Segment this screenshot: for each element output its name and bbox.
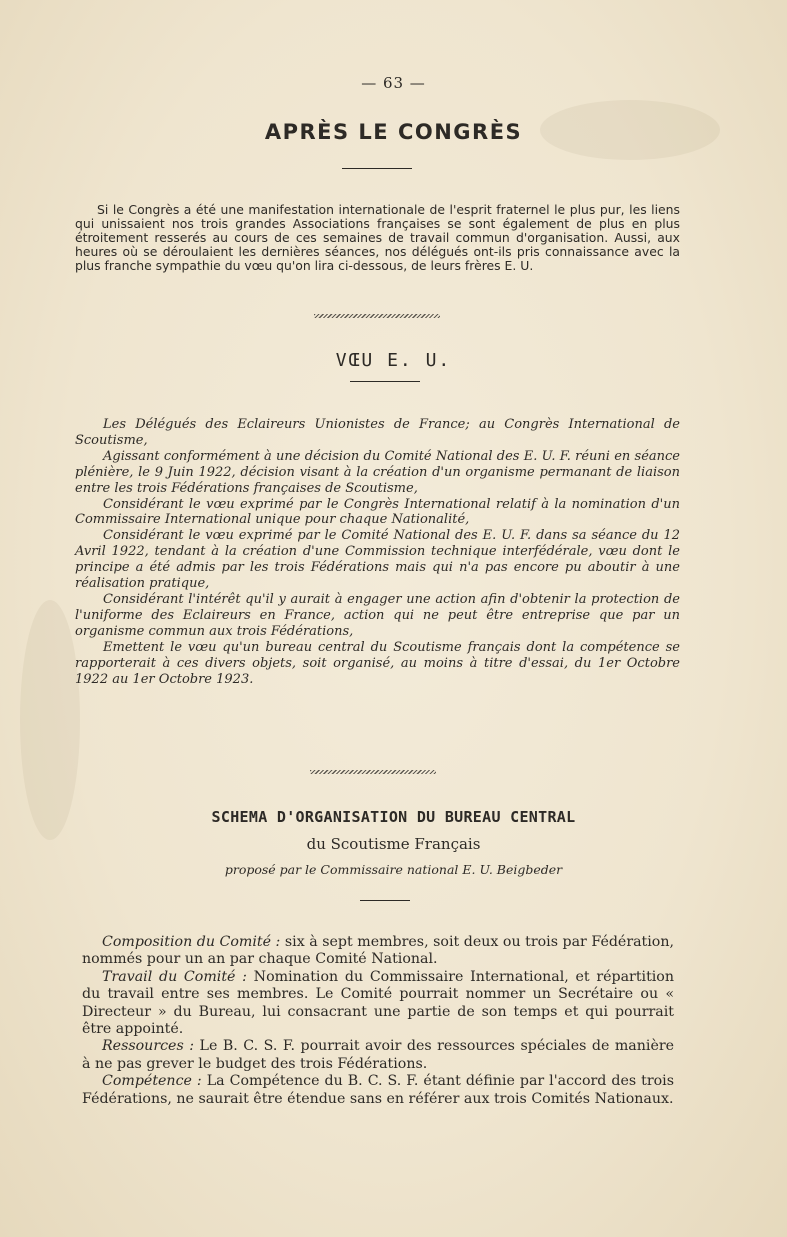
page-number: — 63 — [361, 74, 426, 92]
voeu-paragraph: Les Délégués des Eclaireurs Unionistes de France; au Congrès International de Scoutisme, [75, 417, 680, 448]
org-item-label: Compétence : [102, 1073, 202, 1090]
wavy-divider [314, 314, 440, 318]
organisation-list [82, 934, 674, 1108]
schema-underline [360, 900, 410, 901]
org-item-text: six à sept membres, soit deux ou trois par Fédération, nommés pour un an par chaque Comité National. [82, 934, 674, 968]
org-item-text: La Compétence du B. C. S. F. étant définie par l'accord des trois Fédérations, ne saurait être étendue sans en référer aux trois Comités Nationaux. [82, 1073, 674, 1107]
org-item-label: Ressources : [102, 1038, 195, 1055]
org-item-label: Travail du Comité : [102, 968, 247, 985]
org-item-label: Composition du Comité : [102, 934, 281, 950]
org-item-ressources [82, 1038, 674, 1073]
org-item-text: Nomination du Commissaire International, et répartition du travail entre ses membres. Le Comité pourrait nommer un Secrétaire ou « Directeur » du Bureau, lui consacrant une partie de son temps et qui pourrait être appointé. [82, 968, 674, 1038]
schema-subtitle: du Scoutisme Français [306, 835, 481, 853]
org-item-text: Le B. C. S. F. pourrait avoir des ressources spéciales de manière à ne pas grever le budget des trois Fédérations. [82, 1038, 675, 1072]
voeu-paragraph: Considérant le vœu exprimé par le Congrès International relatif à la nomination d'un Commissaire International unique pour chaque Nationalité, [75, 496, 680, 528]
section-title-voeu: VŒU E. U. [335, 350, 452, 371]
wavy-divider [310, 770, 436, 774]
voeu-paragraph: Emettent le vœu qu'un bureau central du Scoutisme français dont la compétence se rapporterait à ces divers objets, soit organisé, au moins à titre d'essai, du 1er Octobre 1922 au 1er Octobre 1923. [75, 639, 680, 687]
title-underline [342, 168, 412, 169]
voeu-underline [350, 381, 420, 382]
voeu-text [75, 417, 680, 687]
voeu-paragraph: Considérant le vœu exprimé par le Comité National des E. U. F. dans sa séance du 12 Avril 1922, tendant à la création d'une Commission technique interfédérale, vœu dont le principe a été admis par les trois Fédérations mais qui n'a pas encore pu aboutir à une réalisation pratique, [75, 528, 680, 592]
voeu-paragraph: Agissant conformément à une décision du Comité National des E. U. F. réuni en séance plénière, le 9 Juin 1922, décision visant à la création d'un organisme permanant de liaison entre les trois Fédérations françaises de Scoutisme, [75, 448, 680, 496]
voeu-paragraph: Considérant l'intérêt qu'il y aurait à engager une action afin d'obtenir la protection de l'uniforme des Eclaireurs en France, action qui ne peut être entreprise que par un organisme commun aux trois Fédérations, [75, 591, 680, 639]
org-item-composition [82, 934, 674, 969]
schema-byline: proposé par le Commissaire national E. U. Beigbeder [224, 862, 563, 877]
schema-title: SCHEMA D'ORGANISATION DU BUREAU CENTRAL [211, 808, 576, 826]
org-item-travail [82, 969, 674, 1039]
intro-paragraph: Si le Congrès a été une manifestation internationale de l'esprit fraternel le plus pur, les liens qui unissaient nos trois grandes Associations françaises se sont également de plus en plus étroitement resserés au cours de ces semaines de travail commun d'organisation. Aussi, aux heures où se déroulaient les dernières séances, nos délégués ont-ils pris connaissance avec la plus franche sympathie du vœu qu'on lira ci-dessous, de leurs frères E. U. [75, 202, 680, 273]
section-title-apres-le-congres: APRÈS LE CONGRÈS [264, 120, 523, 144]
org-item-competence [82, 1073, 674, 1108]
paper-stain [20, 600, 80, 840]
intro-text [75, 203, 680, 273]
